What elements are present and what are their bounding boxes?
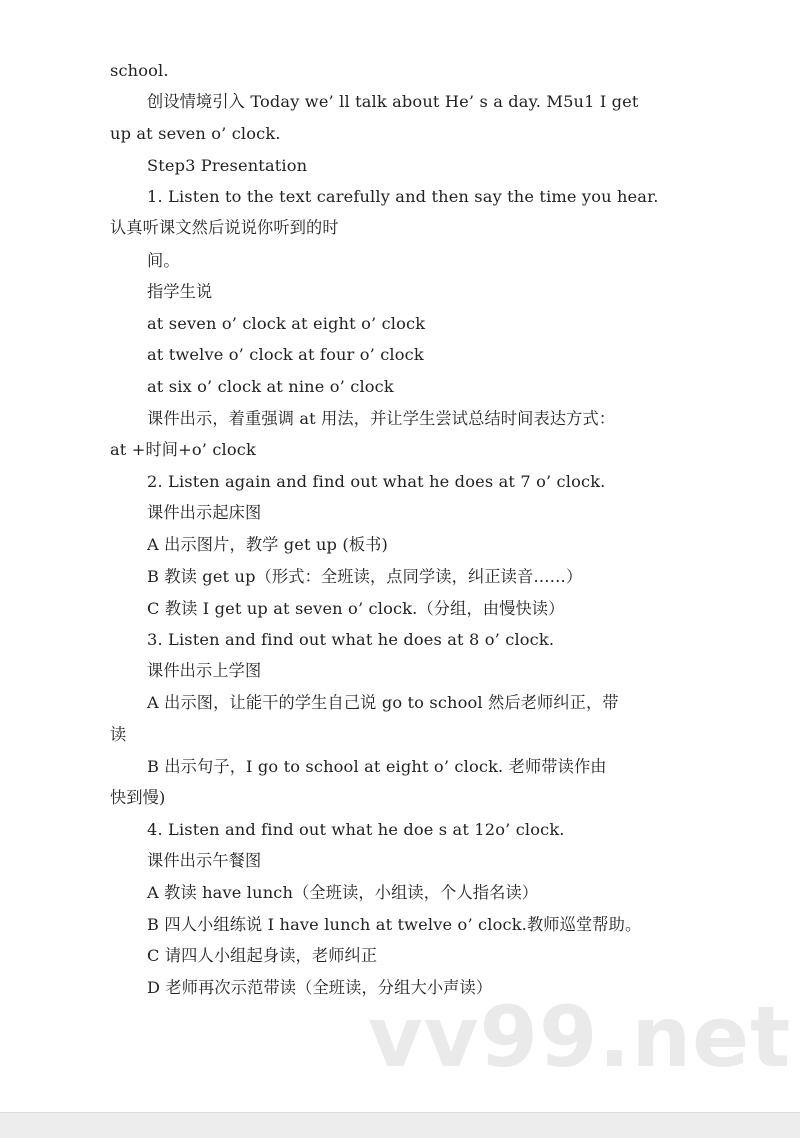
text-line: 创设情境引入 Today we’ ll talk about He’ s a day. M5u1 I get	[147, 92, 639, 111]
text-line: 4. Listen and find out what he doe s at 12o’ clock.	[147, 820, 565, 839]
text-line: up at seven o’ clock.	[110, 124, 281, 143]
text-line: 课件出示午餐图	[147, 851, 262, 870]
text-line: C 请四人小组起身读，老师纠正	[147, 946, 378, 965]
text-line: A 出示图，让能干的学生自己说 go to school 然后老师纠正，带	[147, 693, 619, 712]
text-line: school.	[110, 61, 169, 80]
text-line: B 出示句子，I go to school at eight o’ clock. 老师带读作由	[147, 757, 607, 776]
text-line: 快到慢)	[110, 788, 166, 807]
text-line: B 四人小组练说 I have lunch at twelve o’ clock.教师巡堂帮助。	[147, 915, 642, 934]
text-line: 间。	[147, 251, 180, 270]
text-line: D 老师再次示范带读（全班读，分组大小声读）	[147, 978, 493, 997]
text-line: 课件出示上学图	[147, 661, 262, 680]
text-line: at six o’ clock at nine o’ clock	[147, 377, 394, 396]
text-line: at +时间+o’ clock	[110, 440, 256, 459]
text-line: at twelve o’ clock at four o’ clock	[147, 345, 424, 364]
text-line: C 教读 I get up at seven o’ clock.（分组，由慢快读）	[147, 599, 565, 618]
text-line: 认真听课文然后说说你听到的时	[110, 218, 339, 237]
text-line: A 教读 have lunch（全班读，小组读，个人指名读）	[147, 883, 539, 902]
text-line: 2. Listen again and find out what he does at 7 o’ clock.	[147, 472, 606, 491]
text-line: 课件出示起床图	[147, 503, 262, 522]
text-line: at seven o’ clock at eight o’ clock	[147, 314, 426, 333]
text-line: A 出示图片，教学 get up (板书)	[147, 535, 388, 554]
bottom-bar	[0, 1112, 800, 1138]
text-line: 3. Listen and find out what he does at 8 o’ clock.	[147, 630, 555, 649]
watermark: vv99.net	[368, 988, 792, 1086]
text-line: 课件出示，着重强调 at 用法，并让学生尝试总结时间表达方式：	[147, 409, 616, 428]
text-line: 1. Listen to the text carefully and then say the time you hear.	[147, 187, 659, 206]
section-heading: Step3 Presentation	[147, 156, 308, 175]
text-line: 读	[110, 725, 127, 744]
text-line: B 教读 get up（形式：全班读，点同学读，纠正读音……）	[147, 567, 583, 586]
text-line: 指学生说	[147, 282, 213, 301]
